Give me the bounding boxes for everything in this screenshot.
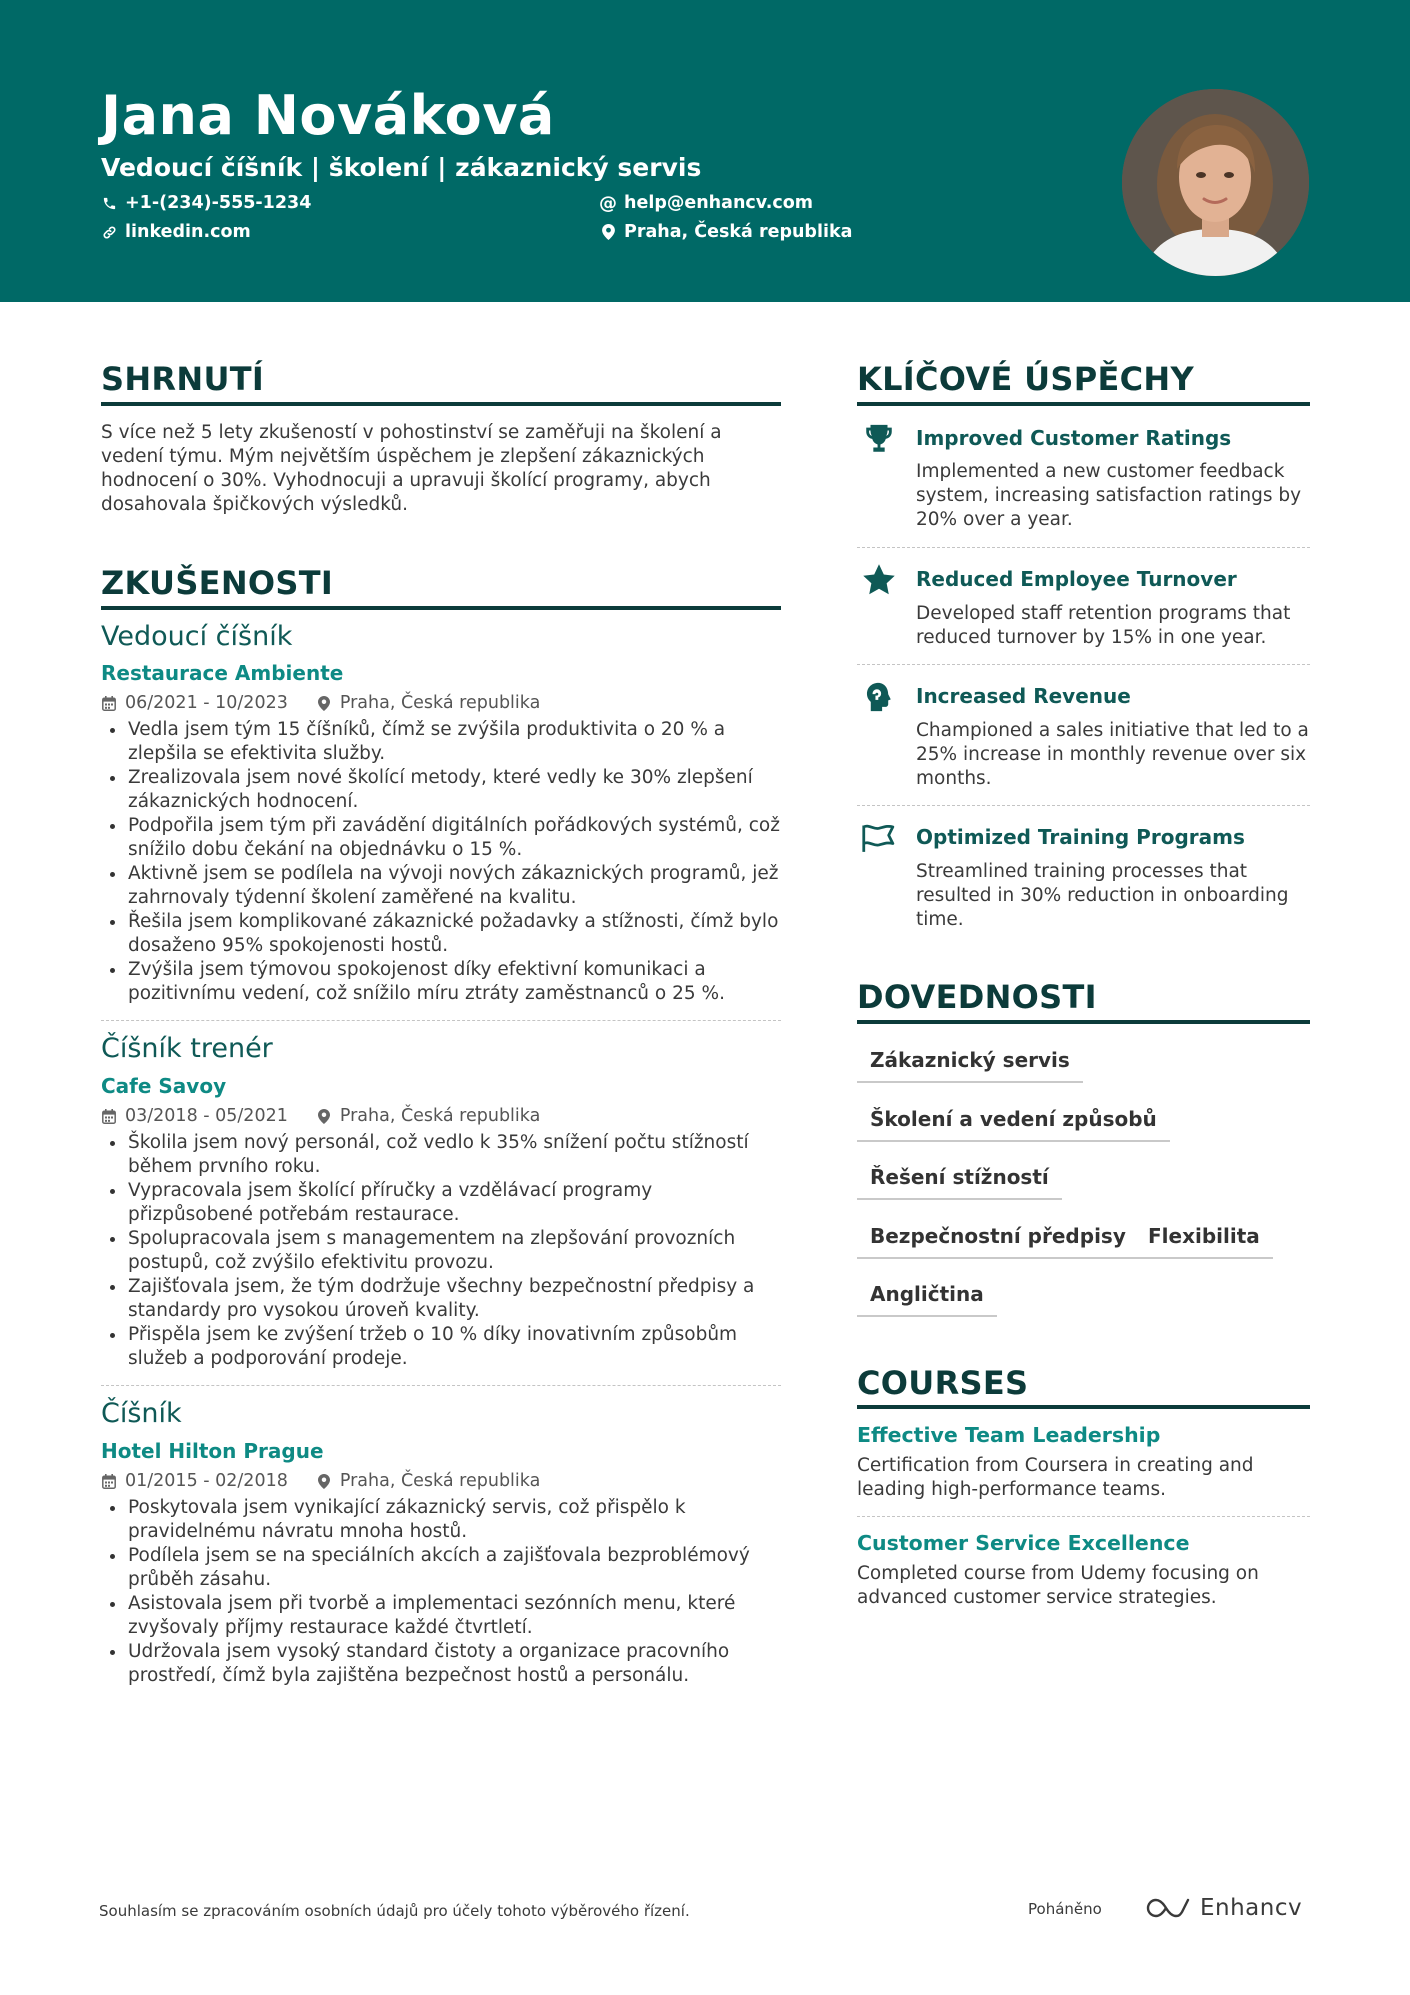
job-bullet: Vedla jsem tým 15 číšníků, čímž se zvýšila produktivita o 20 % a zlepšila se efektivita služby. [101, 718, 781, 766]
experience-rule [101, 606, 781, 610]
job-company: Cafe Savoy [101, 1074, 227, 1098]
achievement-title: Reduced Employee Turnover [916, 567, 1237, 591]
job-bullet: Podpořila jsem tým při zavádění digitálních pořádkových systémů, což snížilo dobu čekání na objednávku o 15 %. [101, 814, 781, 862]
job-bullet: Vypracovala jsem školící příručky a vzdělávací programy přizpůsobené potřebám restaurace. [101, 1179, 781, 1227]
achievement-title: Optimized Training Programs [916, 825, 1245, 849]
calendar-icon [101, 1108, 117, 1124]
job-bullet: Zajišťovala jsem, že tým dodržuje všechny bezpečnostní předpisy a standardy pro vysokou úroveň kvality. [101, 1275, 781, 1323]
job-dates: 03/2018 - 05/2021 [125, 1106, 288, 1126]
location-pin-icon [316, 1108, 332, 1124]
achievements-rule [857, 402, 1310, 406]
job-bullet: Asistovala jsem při tvorbě a implementaci sezónních menu, které zvyšovaly příjmy restaurace každé čtvrtletí. [101, 1592, 781, 1640]
link-icon [101, 224, 117, 240]
achievement-text: Championed a sales initiative that led to a 25% increase in monthly revenue over six months. [916, 720, 1309, 789]
flag-icon [860, 819, 898, 857]
skill-tag: Řešení stížností [857, 1165, 1062, 1200]
contact-email-text: help@enhancv.com [624, 193, 814, 213]
contact-location [600, 222, 852, 242]
skills-heading: DOVEDNOSTI [857, 978, 1097, 1016]
job-dates: 06/2021 - 10/2023 [125, 693, 288, 713]
location-pin-icon [600, 224, 616, 240]
job-location: Praha, Česká republika [339, 693, 541, 713]
location-pin-icon [316, 695, 332, 711]
job-divider [101, 1020, 781, 1021]
contact-phone[interactable] [101, 193, 311, 213]
skill-tag: Bezpečnostní předpisy [857, 1224, 1139, 1259]
skill-tag: Angličtina [857, 1282, 997, 1317]
job-bullet: Školila jsem nový personál, což vedlo k 35% snížení počtu stížností během prvního roku. [101, 1131, 781, 1179]
job-bullet: Udržovala jsem vysoký standard čistoty a organizace pracovního prostředí, čímž byla zajištěna bezpečnost hostů a personálu. [101, 1640, 781, 1688]
job-bullet: Poskytovala jsem vynikající zákaznický servis, což přispělo k pravidelnému návratu mnoha hostů. [101, 1496, 781, 1544]
achievement-text: Implemented a new customer feedback system, increasing satisfaction ratings by 20% over a year. [916, 461, 1302, 530]
contact-location-text: Praha, Česká republika [624, 222, 853, 242]
star-icon [860, 561, 898, 599]
job-dates: 01/2015 - 02/2018 [125, 1471, 288, 1491]
courses-heading: COURSES [857, 1364, 1029, 1402]
summary-text: S více než 5 lety zkušeností v pohostinství se zaměřuji na školení a vedení týmu. Mým největším úspěchem je zlepšení zákaznických hodnocení o 30%. Vyhodnocuji a upravuji školící programy, abych dosahovala špičkových výsledků. [101, 422, 722, 515]
achievements-heading: KLÍČOVÉ ÚSPĚCHY [857, 360, 1194, 398]
job-bullet: Přispěla jsem ke zvýšení tržeb o 10 % díky inovativním způsobům služeb a podporování prodeje. [101, 1323, 781, 1371]
contact-linkedin-text: linkedin.com [125, 222, 251, 242]
courses-rule [857, 1405, 1310, 1409]
job-company: Restaurace Ambiente [101, 661, 344, 685]
powered-by-label: Poháněno [1028, 1900, 1102, 1918]
course-text: Completed course from Udemy focusing on advanced customer service strategies. [857, 1563, 1259, 1608]
course-divider [857, 1516, 1310, 1517]
job-bullet: Zrealizovala jsem nové školící metody, které vedly ke 30% zlepšení zákaznických hodnocení. [101, 766, 781, 814]
job-meta [101, 1471, 540, 1491]
brand-name: Enhancv [1200, 1895, 1303, 1921]
job-title: Číšník [101, 1398, 182, 1429]
job-bullet: Aktivně jsem se podílela na vývoji nových zákaznických programů, jež zahrnovaly týdenní školení zaměřené na kvalitu. [101, 862, 781, 910]
contact-linkedin[interactable] [101, 222, 251, 242]
achievement-divider [857, 805, 1310, 806]
consent-note: Souhlasím se zpracováním osobních údajů pro účely tohoto výběrového řízení. [99, 1902, 690, 1920]
job-bullets [101, 1131, 781, 1371]
job-title: Vedoucí číšník [101, 621, 293, 652]
phone-icon [101, 195, 117, 211]
contact-phone-text: +1-(234)-555-1234 [125, 193, 312, 213]
contact-email[interactable] [600, 193, 813, 213]
course-title: Customer Service Excellence [857, 1531, 1190, 1555]
infinity-icon [1146, 1896, 1192, 1920]
job-divider [101, 1385, 781, 1386]
skills-rule [857, 1020, 1310, 1024]
job-meta [101, 1106, 540, 1126]
skill-tag: Zákaznický servis [857, 1048, 1083, 1083]
achievement-divider [857, 664, 1310, 665]
job-bullet: Podílela jsem se na speciálních akcích a zajišťovala bezproblémový průběh zásahu. [101, 1544, 781, 1592]
achievement-text: Developed staff retention programs that reduced turnover by 15% in one year. [916, 603, 1291, 648]
job-location: Praha, Česká republika [339, 1471, 541, 1491]
location-pin-icon [316, 1473, 332, 1489]
skill-tag: Flexibilita [1135, 1224, 1273, 1259]
job-title: Číšník trenér [101, 1033, 273, 1064]
profile-photo [1122, 89, 1309, 276]
job-bullet: Zvýšila jsem týmovou spokojenost díky efektivní komunikaci a pozitivnímu vedení, což snížilo míru ztráty zaměstnanců o 25 %. [101, 958, 781, 1006]
job-bullet: Řešila jsem komplikované zákaznické požadavky a stížnosti, čímž bylo dosaženo 95% spokojenosti hostů. [101, 910, 781, 958]
skill-tag: Školení a vedení způsobů [857, 1107, 1170, 1142]
job-meta [101, 693, 540, 713]
course-text: Certification from Coursera in creating and leading high-performance teams. [857, 1455, 1254, 1500]
achievement-text: Streamlined training processes that resulted in 30% reduction in onboarding time. [916, 861, 1289, 930]
job-bullets [101, 718, 781, 1006]
at-icon: @ [599, 192, 617, 214]
job-company: Hotel Hilton Prague [101, 1439, 324, 1463]
job-location: Praha, Česká republika [339, 1106, 541, 1126]
experience-heading: ZKUŠENOSTI [101, 564, 334, 602]
job-bullet: Spolupracovala jsem s managementem na zlepšování provozních postupů, což zvýšilo efektivitu provozu. [101, 1227, 781, 1275]
head-icon [860, 678, 898, 716]
summary-rule [101, 402, 781, 406]
achievement-title: Improved Customer Ratings [916, 426, 1232, 450]
job-bullets [101, 1496, 781, 1688]
trophy-icon [860, 420, 898, 458]
resume-header [0, 0, 1410, 302]
calendar-icon [101, 1473, 117, 1489]
candidate-name: Jana Nováková [101, 84, 555, 147]
candidate-headline: Vedoucí číšník | školení | zákaznický servis [101, 153, 702, 182]
summary-heading: SHRNUTÍ [101, 360, 265, 398]
enhancv-logo[interactable] [1146, 1895, 1302, 1921]
course-title: Effective Team Leadership [857, 1423, 1161, 1447]
calendar-icon [101, 695, 117, 711]
achievement-title: Increased Revenue [916, 684, 1131, 708]
achievement-divider [857, 547, 1310, 548]
